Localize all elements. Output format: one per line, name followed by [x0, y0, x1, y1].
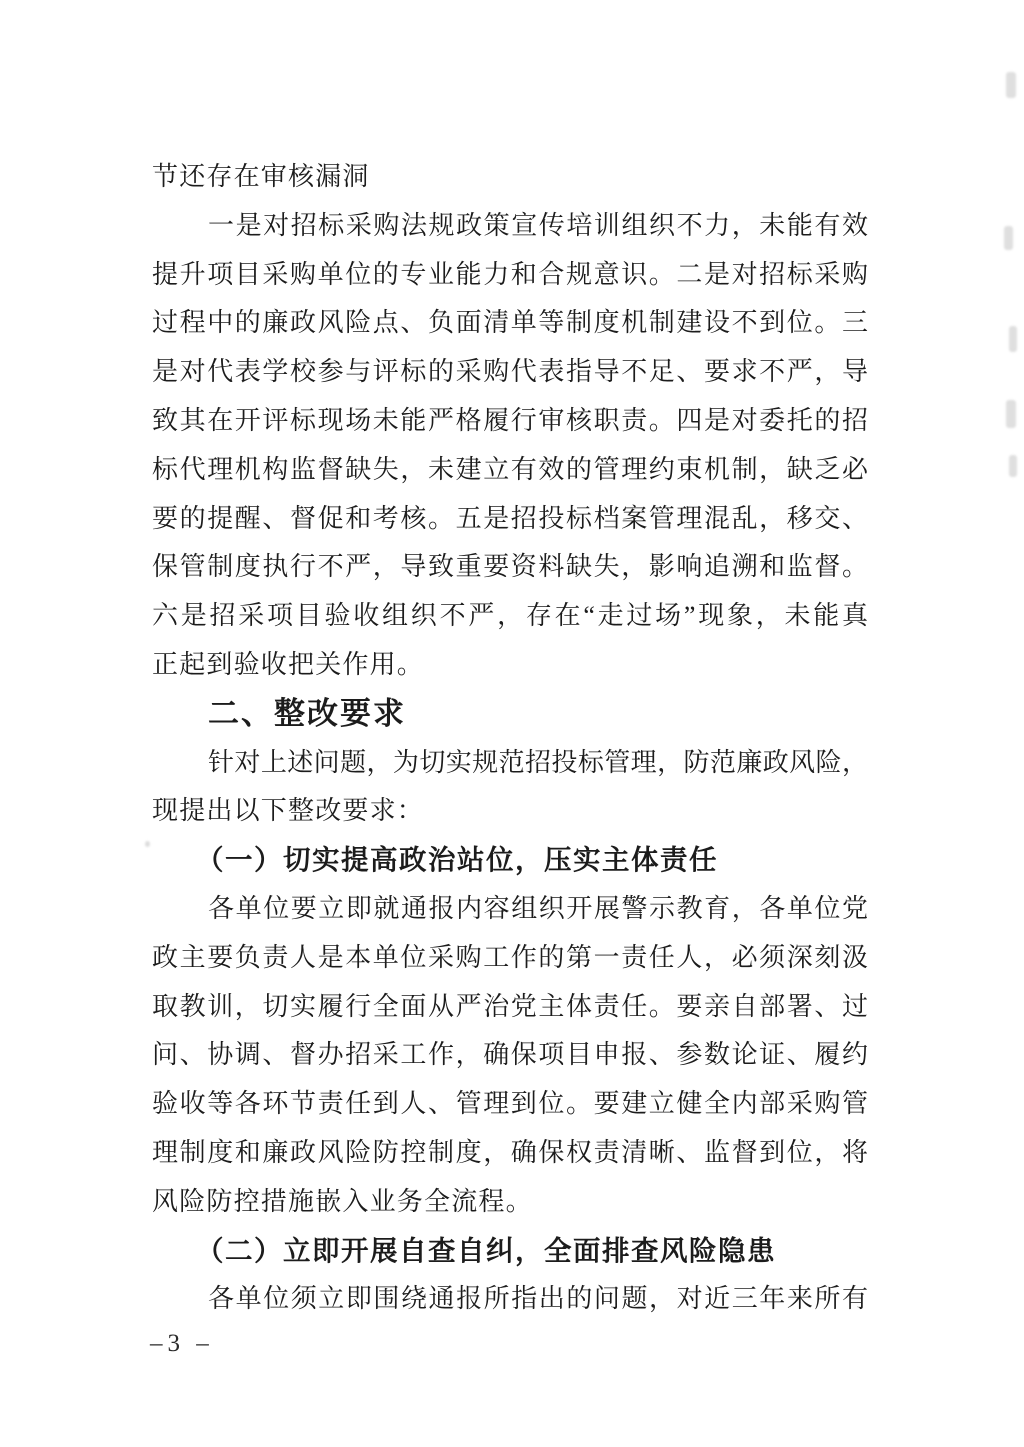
- text-line: 节还存在审核漏洞: [152, 162, 370, 191]
- text-line: 标代理机构监督缺失，未建立有效的管理约束机制，缺乏必: [152, 454, 868, 484]
- text-line: 理制度和廉政风险防控制度，确保权责清晰、监督到位，将: [152, 1137, 868, 1167]
- text-line: 取教训，切实履行全面从严治党主体责任。要亲自部署、过: [152, 991, 868, 1021]
- text-line: 是对代表学校参与评标的采购代表指导不足、要求不严，导: [152, 357, 868, 387]
- text-line: 政主要负责人是本单位采购工作的第一责任人，必须深刻汲: [152, 942, 868, 972]
- scan-artifact: [1006, 400, 1016, 428]
- section-heading: 二、整改要求: [208, 695, 406, 731]
- text-line: 要的提醒、督促和考核。五是招投标档案管理混乱，移交、: [152, 503, 868, 533]
- text-line: 过程中的廉政风险点、负面清单等制度机制建设不到位。三: [152, 308, 868, 338]
- subsection-heading: （一）切实提高政治站位，压实主体责任: [196, 844, 718, 876]
- scan-artifact: [1009, 455, 1017, 477]
- text-line: 各单位须立即围绕通报所指出的问题，对近三年来所有: [208, 1284, 868, 1314]
- text-line: 问、协调、督办招采工作，确保项目申报、参数论证、履约: [152, 1040, 868, 1070]
- text-line: 致其在开评标现场未能严格履行审核职责。四是对委托的招: [152, 405, 868, 435]
- text-line: 各单位要立即就通报内容组织开展警示教育，各单位党: [208, 893, 868, 923]
- scan-artifact: [145, 841, 150, 847]
- document-body: [152, 153, 868, 1324]
- scan-artifact: [1004, 226, 1013, 250]
- text-line: 保管制度执行不严，导致重要资料缺失，影响追溯和监督。: [152, 552, 868, 582]
- text-line: 正起到验收把关作用。: [152, 649, 425, 679]
- text-line: 六是招采项目验收组织不严，存在“走过场”现象，未能真: [152, 601, 868, 631]
- subsection-heading: （二）立即开展自查自纠，全面排查风险隐患: [196, 1234, 776, 1266]
- scan-artifact: [1009, 326, 1017, 352]
- text-line: 一是对招标采购法规政策宣传培训组织不力，未能有效: [208, 210, 868, 240]
- text-line: 提升项目采购单位的专业能力和合规意识。二是对招标采购: [152, 259, 868, 289]
- text-line: 验收等各环节责任到人、管理到位。要建立健全内部采购管: [152, 1089, 868, 1119]
- page-number: –3 –: [150, 1330, 214, 1357]
- scan-artifact: [1006, 72, 1016, 98]
- text-line: 风险防控措施嵌入业务全流程。: [152, 1186, 533, 1216]
- text-line: 现提出以下整改要求：: [152, 796, 425, 826]
- text-line: 针对上述问题，为切实规范招投标管理，防范廉政风险，: [208, 747, 868, 777]
